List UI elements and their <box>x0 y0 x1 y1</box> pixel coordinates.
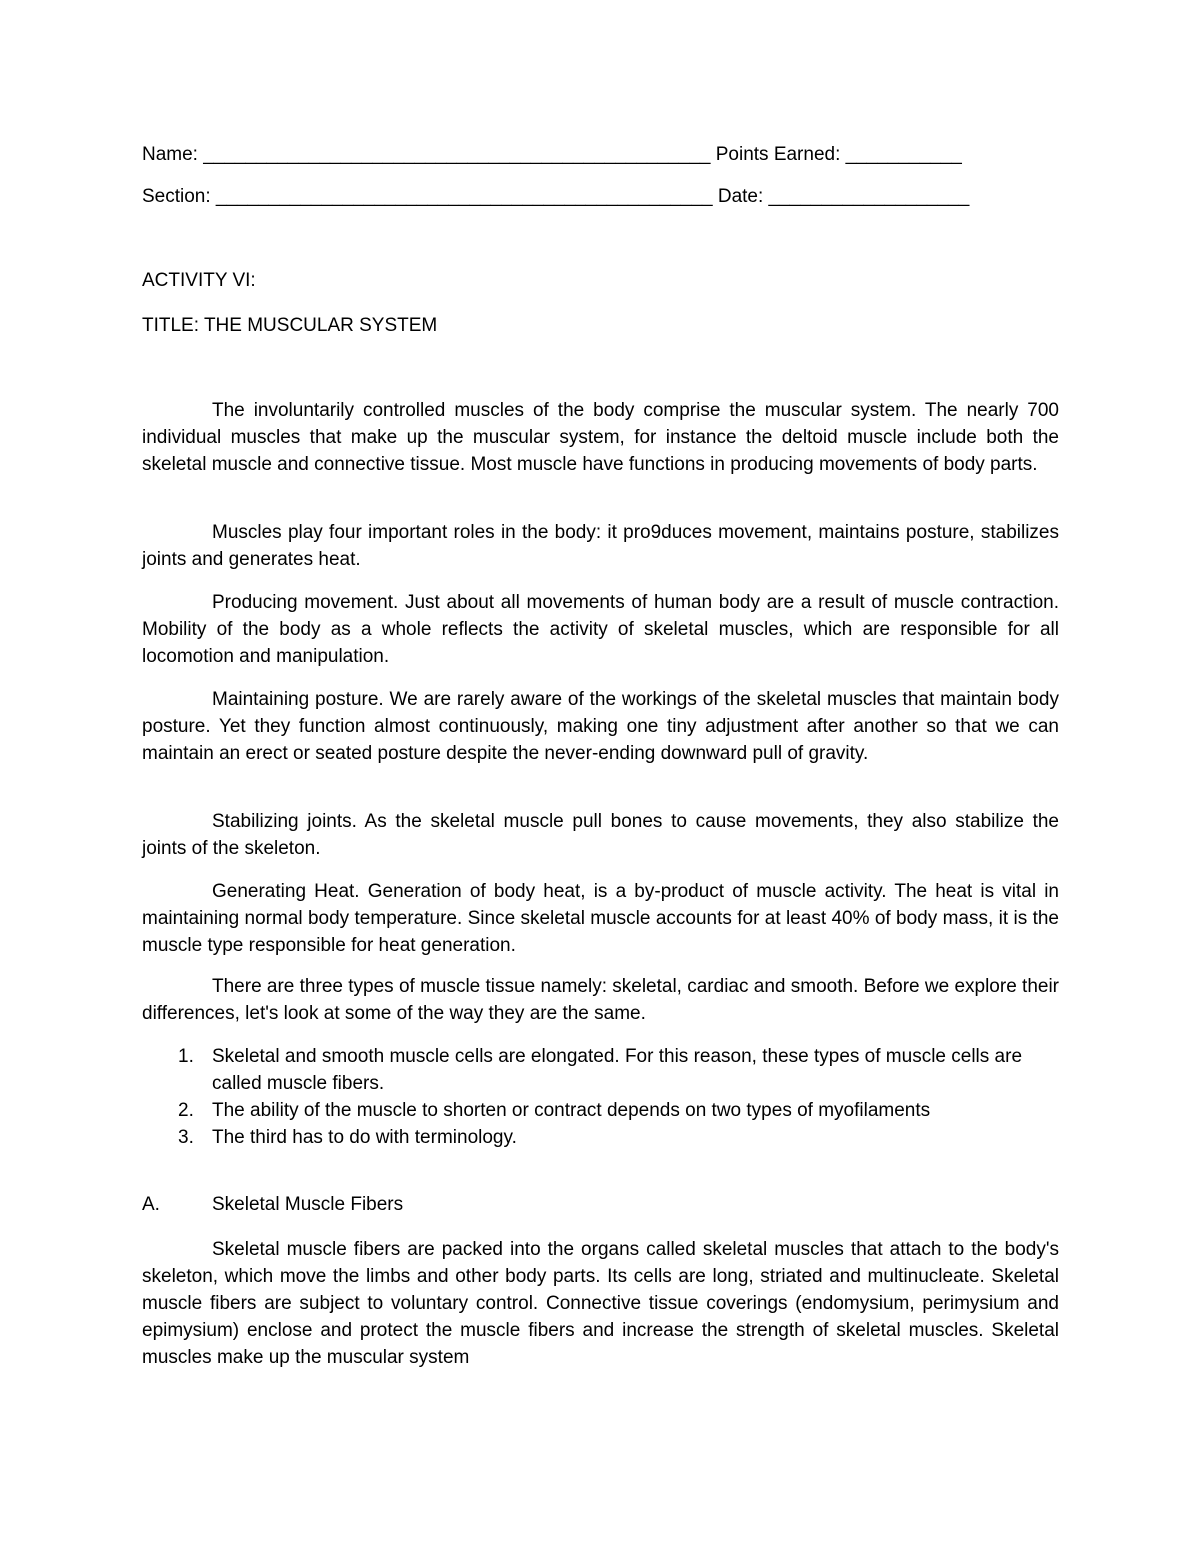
list-item <box>142 1043 1059 1097</box>
paragraph-stabilizing-joints: Stabilizing joints. As the skeletal muscle pull bones to cause movements, they also stabilize the joints of the skeleton. <box>142 811 1059 859</box>
list-item-number: 1. <box>178 1046 194 1067</box>
list-item <box>142 1097 1059 1124</box>
paragraph-roles: Muscles play four important roles in the body: it pro9duces movement, maintains posture, stabilizes joints and generates heat. <box>142 522 1059 570</box>
paragraph-producing-movement: Producing movement. Just about all movements of human body are a result of muscle contraction. Mobility of the body as a whole reflects the activity of skeletal muscles, which are responsible for all locomotion and manipulation. <box>142 592 1059 667</box>
similarities-list <box>142 1043 1059 1151</box>
section-a-letter: A. <box>142 1194 160 1215</box>
paragraph-generating-heat: Generating Heat. Generation of body heat, is a by-product of muscle activity. The heat is vital in maintaining normal body temperature. Since skeletal muscle accounts for at least 40% of body mass, it is the muscle type responsible for heat generation. <box>142 881 1059 956</box>
document-page <box>142 0 1059 1553</box>
section-date-line: Section: _______________________________________________ Date: ___________________ <box>142 186 970 207</box>
list-item-text: The ability of the muscle to shorten or contract depends on two types of myofilaments <box>212 1100 931 1121</box>
list-item-text: Skeletal and smooth muscle cells are elongated. For this reason, these types of muscle cells are called muscle fibers. <box>212 1046 1023 1094</box>
list-item-text: The third has to do with terminology. <box>212 1127 517 1148</box>
list-item <box>142 1124 1059 1151</box>
name-points-line: Name: ________________________________________________ Points Earned: ___________ <box>142 144 962 165</box>
section-a-heading <box>142 1193 403 1217</box>
list-item-number: 2. <box>178 1100 194 1121</box>
paragraph-tissue-types: There are three types of muscle tissue namely: skeletal, cardiac and smooth. Before we explore their differences, let's look at some of the way they are the same. <box>142 976 1059 1024</box>
list-item-number: 3. <box>178 1127 194 1148</box>
paragraph-skeletal-fibers: Skeletal muscle fibers are packed into the organs called skeletal muscles that attach to the body's skeleton, which move the limbs and other body parts. Its cells are long, striated and multinucleate. Skeletal muscle fibers are subject to voluntary control. Connective tissue coverings (endomysium, perimysium and epimysium) enclose and protect the muscle fibers and increase the strength of skeletal muscles. Skeletal muscles make up the muscular system <box>142 1239 1059 1368</box>
paragraph-intro: The involuntarily controlled muscles of the body comprise the muscular system. The nearly 700 individual muscles that make up the muscular system, for instance the deltoid muscle include both the skeletal muscle and connective tissue. Most muscle have functions in producing movements of body parts. <box>142 400 1059 475</box>
section-a-title: Skeletal Muscle Fibers <box>212 1194 404 1215</box>
paragraph-maintaining-posture: Maintaining posture. We are rarely aware of the workings of the skeletal muscles that maintain body posture. Yet they function almost continuously, making one tiny adjustment after another so that we can maintain an erect or seated posture despite the never-ending downward pull of gravity. <box>142 689 1059 764</box>
activity-title: TITLE: THE MUSCULAR SYSTEM <box>142 315 438 336</box>
activity-heading: ACTIVITY VI: <box>142 270 256 291</box>
